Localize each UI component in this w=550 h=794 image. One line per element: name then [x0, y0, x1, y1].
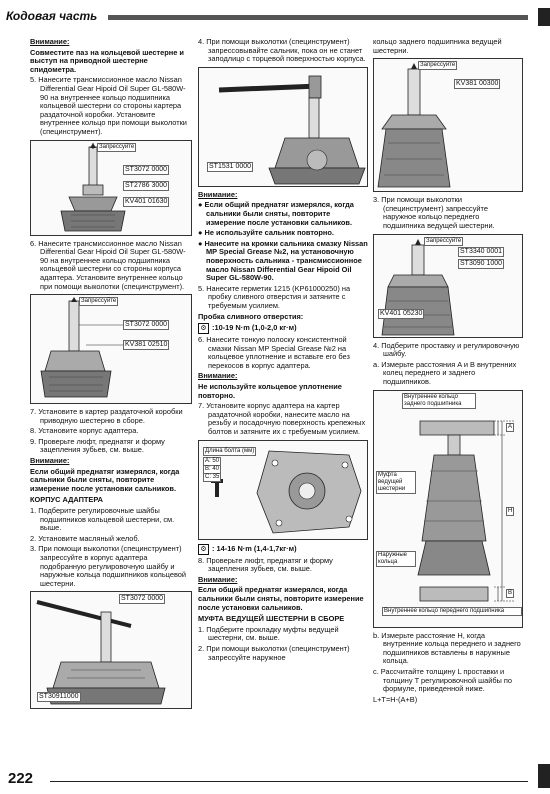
warning-text: Если общий преднатяг измерялся, когда сальники были сняты, повторите измерение после установки сальников.	[198, 585, 364, 612]
column-1	[30, 38, 192, 713]
front-inner-ring-label: Внутреннее кольцо переднего подшипника	[382, 607, 522, 616]
warning-bullet-text: Не используйте сальник повторно.	[204, 228, 334, 238]
dim-a-label: A	[508, 423, 513, 430]
column-2	[198, 38, 368, 664]
torque-value: :10-19 N·m (1,0-2,0 кг·м)	[212, 323, 297, 333]
tool-label: KV381 00300	[456, 80, 499, 88]
step-4: 4. При помощи выколотки (специнструмент) запрессовывайте сальник, пока он не станет заподлицо с торцевой поверхностью корпуса.	[198, 37, 366, 64]
tool-label-3: KV401 01630	[125, 197, 168, 205]
bolt-c-label: C: 35	[205, 473, 220, 480]
step-c2: 2. При помощи выколотки (специнструмент) запрессуйте наружное	[198, 643, 350, 662]
warning-bullet-3: ● Нанесите на кромки сальника смазку Nissan MP Special Grease №2, на установочную поверхность сальника - трансмиссионное масло Nissan Differential Gear Hipoid Oil Super GL-580W-90.	[198, 238, 368, 283]
tool-label-1: ST3340 0001	[460, 247, 503, 255]
adapter-press-drawing	[31, 592, 191, 708]
warning-bullet-text: Нанесите на кромки сальника смазку Nissan MP Special Grease №2, на установочную поверхность сальника - трансмиссионное масло Nissan Differential Gear Hipoid Oil Super GL-580W-90.	[204, 238, 368, 283]
header-rule	[108, 15, 528, 20]
warning-label: Внимание:	[30, 37, 70, 46]
step-7: 7. Установите корпус адаптера на картер раздаточной коробки, нанесите масло на резьбу и посадочную поверхность крепежных болтов и затяните их с требуемым усилием.	[198, 401, 366, 437]
step-3: 3. При помощи выколотки (специнструмент) запрессуйте наружное кольцо переднего подшипника ведущей шестерни.	[373, 195, 495, 230]
dim-b-label: B	[508, 589, 513, 596]
outer-rings-label: Наружные кольца	[376, 551, 416, 567]
page-header	[0, 8, 550, 26]
pinion-sleeve-label: Муфта ведущей шестерни	[376, 471, 416, 494]
warning-label: Внимание:	[198, 574, 238, 584]
warning-label: Внимание:	[198, 189, 238, 199]
bolt-length-label: Длина болта (мм)	[205, 447, 255, 454]
warning-text: Если общий преднатяг измерялся, когда сальники были сняты, повторите измерение после установки сальников.	[30, 466, 180, 493]
wrench-icon: ⚙	[198, 544, 209, 555]
bolt-a-label: A: 50	[205, 457, 220, 464]
step-b: b. Измерьте расстояние H, когда внутренние кольца переднего и заднего подшипников вставлены в наружные кольца.	[373, 630, 521, 666]
rear-inner-ring-label: Внутреннее кольцо заднего подшипника	[402, 393, 476, 409]
torque-spec-2	[198, 544, 368, 555]
label-press: Запрессуйте	[81, 298, 117, 305]
column-3	[373, 38, 523, 706]
figure-adapter-press	[30, 591, 192, 709]
warning-text: Не используйте кольцевое уплотнение повторно.	[198, 382, 342, 400]
dim-h-label: H	[508, 507, 513, 514]
torque-spec-1	[198, 323, 368, 334]
footer-rule	[50, 781, 528, 782]
tool-label: ST1531 0000	[209, 162, 252, 170]
step-5: 5. Нанесите трансмиссионное масло Nissan Differential Gear Hipoid Oil Super GL-580W-90 на внутреннее кольцо подшипника кольцевой шестерни со стороны картера раздаточной коробки. Установите внутреннее кольцо при помощи выколотки (специнструмент).	[30, 75, 187, 136]
label-press: Запрессуйте	[420, 62, 456, 69]
tool-label-3: KV401 05230	[380, 309, 423, 317]
tool-label-2: KV381 02510	[125, 341, 168, 349]
warning-text: Совместите паз на кольцевой шестерне и выступ на приводной шестерне спидометра.	[30, 47, 184, 74]
step-5: 5. Нанесите герметик 1215 (KP61000250) на пробку сливного отверстия и затяните с требуемым усилием.	[198, 283, 351, 310]
step-9: 9. Проверьте люфт, преднатяг и форму зацепления зубьев, см. выше.	[30, 436, 165, 455]
thumb-tab	[538, 8, 550, 26]
continued-text: кольцо заднего подшипника ведущей шестерни.	[373, 37, 502, 55]
step-6: 6. Нанесите тонкую полоску консистентной смазки Nissan MP Special Grease №2 на кольцевое уплотнение и вставьте его без перекосов в корпус адаптера.	[198, 335, 350, 370]
step-c: c. Рассчитайте толщину L проставки и толщину T регулировочной шайбы по формуле, приведенной ниже.	[373, 666, 513, 694]
step-a2: 2. Установите масляный желоб.	[30, 533, 140, 543]
tool-label-2: ST30911000	[39, 693, 79, 701]
bolt-b-label: B: 40	[205, 465, 220, 472]
wrench-icon: ⚙	[198, 323, 209, 334]
step-4: 4. Подберите проставку и регулировочную шайбу.	[373, 340, 520, 359]
step-7: 7. Установите в картер раздаточной коробки приводную шестерню в сборе.	[30, 407, 183, 425]
figure-measure-distances	[373, 390, 523, 628]
step-a: a. Измерьте расстояния A и B внутренних колец переднего и заднего подшипников.	[373, 359, 517, 386]
step-6: 6. Нанесите трансмиссионное масло Nissan Differential Gear Hipoid Oil Super GL-580W-90 на внутреннее кольцо подшипника кольцевой шестерни со стороны корпуса адаптера. Установите внутреннее кольцо при помощи выколотки (специнструмент).	[30, 238, 186, 291]
tool-label-1: ST3072 0000	[125, 165, 168, 173]
figure-front-bearing-press	[373, 234, 523, 338]
warning-bullet-2: ● Не используйте сальник повторно.	[198, 228, 334, 238]
figure-adapter-bolts	[198, 440, 368, 540]
page-number: 222	[8, 770, 34, 787]
tool-label-2: ST3090 1000	[460, 259, 503, 267]
warning-bullet-1: ● Если общий преднатяг измерялся, когда сальники были сняты, повторите измерение после установки сальников.	[198, 200, 354, 227]
figure-seal-press	[198, 67, 368, 187]
measurement-drawing	[374, 391, 522, 627]
label-press: Запрессуйте	[99, 143, 135, 150]
figure-rear-bearing-press	[373, 58, 523, 192]
step-a3: 3. При помощи выколотки (специнструмент) запрессуйте в корпус адаптера подобранную регулировочную шайбу и наружные кольца подшипников кольцевой шестерни.	[30, 544, 187, 588]
figure-press-bearing-1	[30, 140, 192, 236]
step-c1: 1. Подберите прокладку муфты ведущей шестерни, см. выше.	[198, 624, 339, 643]
footer-thumb-tab	[538, 764, 550, 788]
subsection-heading: КОРПУС АДАПТЕРА	[30, 495, 103, 505]
label-press: Запрессуйте	[426, 237, 462, 244]
step-8: 8. Проверьте люфт, преднатяг и форму зацепления зубьев, см. выше.	[198, 555, 333, 574]
warning-bullet-text: Если общий преднатяг измерялся, когда сальники были сняты, повторите измерение после установки сальников.	[204, 200, 354, 227]
torque-value: : 14-16 N·m (1,4-1,7кг·м)	[212, 543, 297, 553]
drain-plug-label: Пробка сливного отверстия:	[198, 311, 304, 321]
warning-label: Внимание:	[30, 456, 70, 466]
step-a1: 1. Подберите регулировочные шайбы подшипников кольцевой шестерни, см. выше.	[30, 506, 175, 533]
tool-label-2: ST2786 3000	[125, 181, 168, 189]
formula: L+T=H-(A+B)	[373, 694, 418, 704]
tool-label-1: ST3072 0000	[125, 321, 168, 329]
tool-label-1: ST3072 0000	[121, 595, 164, 603]
step-8: 8. Установите корпус адаптера.	[30, 426, 139, 436]
figure-press-bearing-2	[30, 294, 192, 404]
section-title: Кодовая часть	[6, 9, 98, 23]
subsection-heading: МУФТА ВЕДУЩЕЙ ШЕСТЕРНИ В СБОРЕ	[198, 614, 345, 624]
warning-label: Внимание:	[198, 371, 238, 381]
